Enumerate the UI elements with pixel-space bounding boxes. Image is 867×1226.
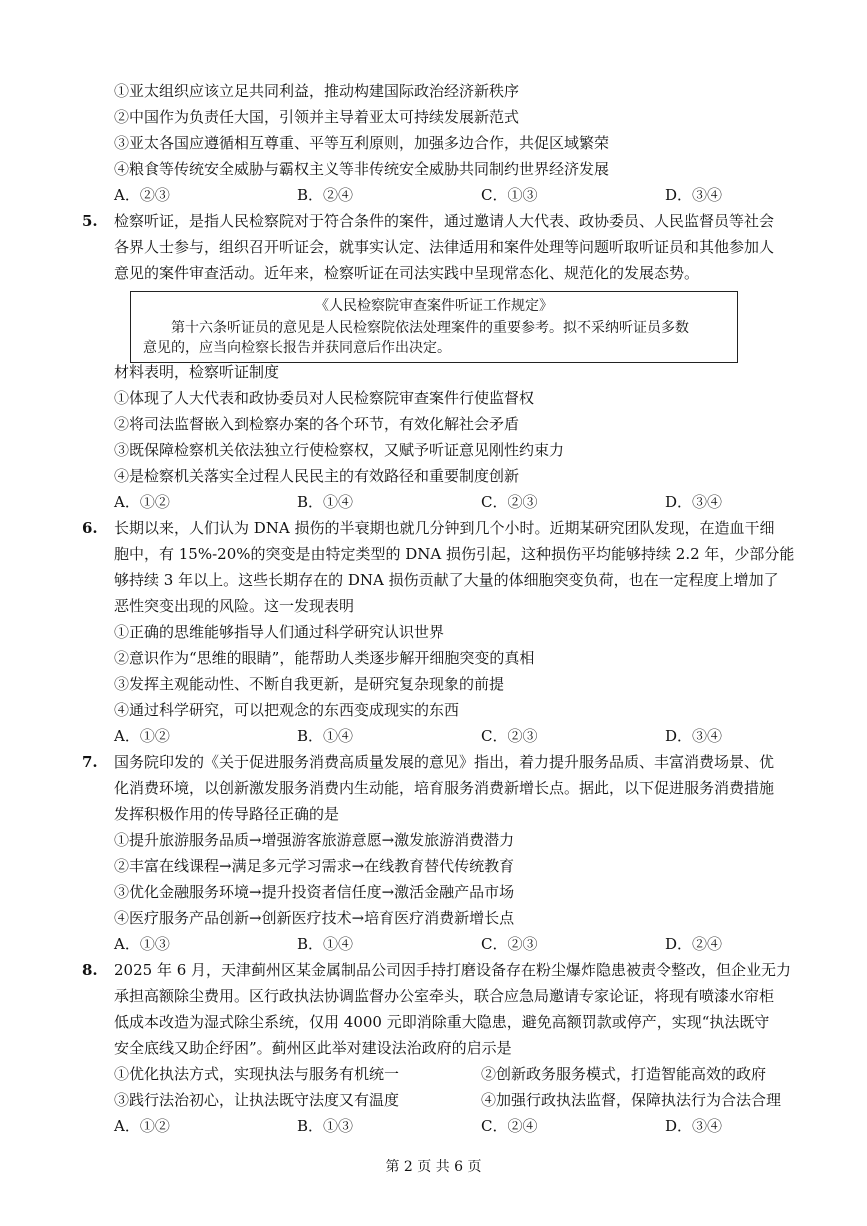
q4-option-a: A．②③: [114, 186, 170, 204]
q6-item-3: ③发挥主观能动性、不断自我更新，是研究复杂现象的前提: [114, 675, 505, 693]
q6-stem-4: 恶性突变出现的风险。这一发现表明: [114, 597, 355, 615]
q5-option-a: A．①②: [114, 493, 170, 511]
q5-option-c: C．②③: [481, 493, 538, 511]
q6-option-a: A．①②: [114, 727, 170, 745]
q8-option-c: C．②④: [481, 1117, 538, 1135]
q4-item-2: ②中国作为负责任大国，引领并主导着亚太可持续发展新范式: [114, 108, 520, 126]
q5-stem-2: 各界人士参与，组织召开听证会，就事实认定、法律适用和案件处理等问题听取听证员和其他参加人: [114, 238, 775, 256]
q4-item-4: ④粮食等传统安全威胁与霸权主义等非传统安全威胁共同制约世界经济发展: [114, 160, 610, 178]
q7-stem-2: 化消费环境，以创新激发服务消费内生动能，培育服务消费新增长点。据此，以下促进服务消费措施: [114, 779, 775, 797]
q5-number: 5.: [82, 212, 98, 230]
q8-item-4: ④加强行政执法监督，保障执法行为合法合理: [481, 1091, 782, 1109]
q5-item-1: ①体现了人大代表和政协委员对人民检察院审查案件行使监督权: [114, 389, 535, 407]
q7-option-c: C．②③: [481, 935, 538, 953]
q8-option-a: A．①②: [114, 1117, 170, 1135]
q6-item-2: ②意识作为“思维的眼睛”，能帮助人类逐步解开细胞突变的真相: [114, 649, 535, 667]
q5-option-b: B．①④: [297, 493, 354, 511]
q6-stem-1: 长期以来，人们认为 DNA 损伤的半衰期也就几分钟到几个小时。近期某研究团队发现，在造血干细: [114, 519, 775, 537]
q4-option-d: D．③④: [665, 186, 723, 204]
q5-stem-1: 检察听证，是指人民检察院对于符合条件的案件，通过邀请人大代表、政协委员、人民监督员等社会: [114, 212, 775, 230]
q5-option-d: D．③④: [665, 493, 723, 511]
q6-option-d: D．③④: [665, 727, 723, 745]
q7-option-a: A．①③: [114, 935, 170, 953]
q5-item-3: ③既保障检察机关依法独立行使检察权，又赋予听证意见刚性约束力: [114, 441, 565, 459]
q8-stem-4: 安全底线又助企纾困”。蓟州区此举对建设法治政府的启示是: [114, 1039, 512, 1057]
q4-item-1: ①亚太组织应该立足共同利益，推动构建国际政治经济新秩序: [114, 82, 520, 100]
q4-option-b: B．②④: [297, 186, 354, 204]
q7-item-4: ④医疗服务产品创新→创新医疗技术→培育医疗消费新增长点: [114, 909, 515, 927]
q7-item-3: ③优化金融服务环境→提升投资者信任度→激活金融产品市场: [114, 883, 515, 901]
q7-stem-3: 发挥积极作用的传导路径正确的是: [114, 805, 340, 823]
q8-option-d: D．③④: [665, 1117, 723, 1135]
q8-item-1: ①优化执法方式，实现执法与服务有机统一: [114, 1065, 400, 1083]
q6-option-b: B．①④: [297, 727, 354, 745]
q5-quote-box: [130, 291, 738, 363]
q7-item-2: ②丰富在线课程→满足多元学习需求→在线教育替代传统教育: [114, 857, 515, 875]
q7-option-b: B．①④: [297, 935, 354, 953]
q5-box-line-1: 第十六条听证员的意见是人民检察院依法处理案件的重要参考。拟不采纳听证员多数: [171, 320, 689, 336]
q6-item-1: ①正确的思维能够指导人们通过科学研究认识世界: [114, 623, 445, 641]
q8-stem-2: 承担高额除尘费用。区行政执法协调监督办公室牵头，联合应急局邀请专家论证，将现有喷漆水帘柜: [114, 987, 775, 1005]
q7-stem-1: 国务院印发的《关于促进服务消费高质量发展的意见》指出，着力提升服务品质、丰富消费场景、优: [114, 753, 775, 771]
q5-lead: 材料表明，检察听证制度: [114, 363, 280, 381]
q5-item-2: ②将司法监督嵌入到检察办案的各个环节，有效化解社会矛盾: [114, 415, 520, 433]
q5-box-title: 《人民检察院审查案件听证工作规定》: [315, 298, 553, 314]
q6-option-c: C．②③: [481, 727, 538, 745]
q4-item-3: ③亚太各国应遵循相互尊重、平等互利原则，加强多边合作，共促区域繁荣: [114, 134, 610, 152]
q5-stem-3: 意见的案件审查活动。近年来，检察听证在司法实践中呈现常态化、规范化的发展态势。: [114, 264, 700, 282]
q7-number: 7.: [82, 753, 98, 771]
q6-stem-3: 够持续 3 年以上。这些长期存在的 DNA 损伤贡献了大量的体细胞突变负荷，也在一定程度上增加了: [114, 571, 779, 589]
q8-item-2: ②创新政务服务模式，打造智能高效的政府: [481, 1065, 767, 1083]
q5-box-line-2: 意见的，应当向检察长报告并获同意后作出决定。: [143, 340, 451, 356]
q6-item-4: ④通过科学研究，可以把观念的东西变成现实的东西: [114, 701, 460, 719]
q8-option-b: B．①③: [297, 1117, 354, 1135]
q6-stem-2: 胞中，有 15%-20%的突变是由特定类型的 DNA 损伤引起，这种损伤平均能够持续 2.2 年，少部分能: [114, 545, 795, 563]
q6-number: 6.: [82, 519, 98, 537]
q8-item-3: ③践行法治初心，让执法既守法度又有温度: [114, 1091, 400, 1109]
q4-option-c: C．①③: [481, 186, 538, 204]
page-footer: 第 2 页 共 6 页: [385, 1159, 482, 1175]
q7-option-d: D．②④: [665, 935, 723, 953]
q8-stem-1: 2025 年 6 月，天津蓟州区某金属制品公司因手持打磨设备存在粉尘爆炸隐患被责令整改，但企业无力: [114, 961, 792, 979]
q5-item-4: ④是检察机关落实全过程人民民主的有效路径和重要制度创新: [114, 467, 520, 485]
q7-item-1: ①提升旅游服务品质→增强游客旅游意愿→激发旅游消费潜力: [114, 831, 515, 849]
q8-stem-3: 低成本改造为湿式除尘系统，仅用 4000 元即消除重大隐患，避免高额罚款或停产，实现“执法既守: [114, 1013, 770, 1031]
q8-number: 8.: [82, 961, 98, 979]
